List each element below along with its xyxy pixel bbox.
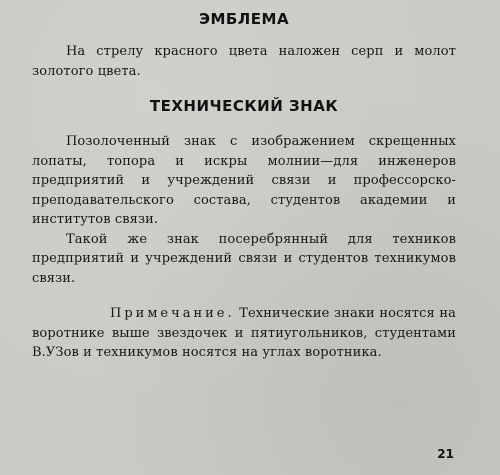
technical-sign-heading: ТЕХНИЧЕСКИЙ ЗНАК xyxy=(149,97,339,115)
technical-sign-paragraph-2: Такой же знак посеребрянный для техников предприятий и учреждений связи и студентов техникумов связи. xyxy=(32,231,456,286)
note-label: Примечание. xyxy=(110,306,235,321)
note-paragraph xyxy=(32,304,456,363)
emblem-heading: ЭМБЛЕМА xyxy=(198,10,290,28)
technical-sign-paragraph-1: Позолоченный знак с изображением скрещенных лопаты, топора и искры молнии—для инженеров предприятий и учреждений связи и профессорско-преподавательского состава, студентов академии и институтов связи. xyxy=(32,134,456,227)
emblem-paragraph: На стрелу красного цвета наложен серп и молот золотого цвета. xyxy=(32,44,456,79)
note-text: Технические знаки носятся на воротнике выше звездочек и пятиугольников, студентами В.УЗов и техникумов носятся на углах воротника. xyxy=(32,306,456,360)
page-number: 21 xyxy=(437,447,454,461)
